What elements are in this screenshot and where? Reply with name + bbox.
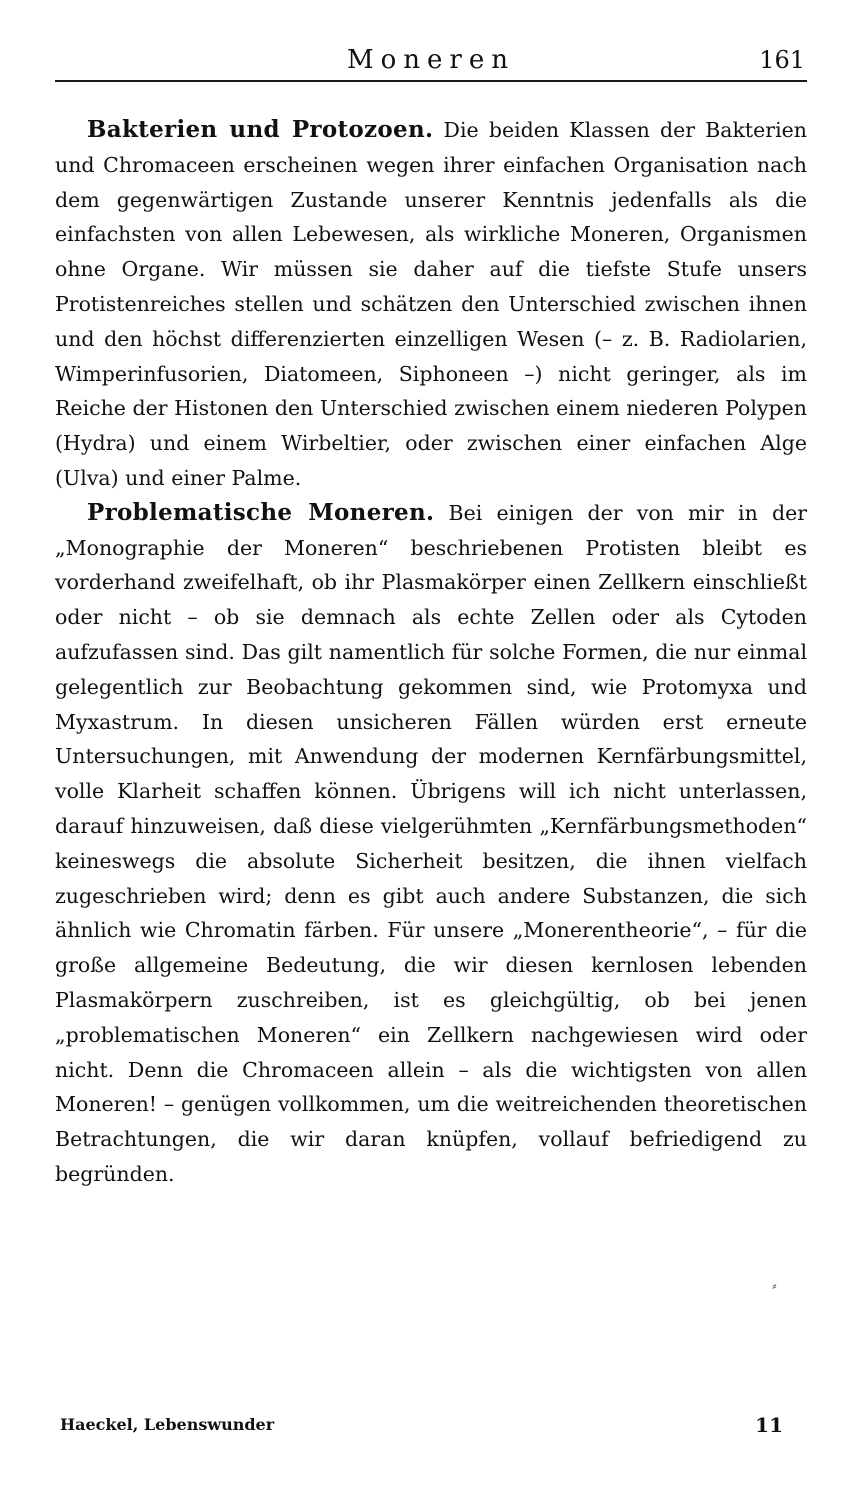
sheet-number: 11 bbox=[755, 1413, 783, 1437]
paragraph-text: Bei einigen der von mir in der „Monographie der Moneren“ beschriebenen Protisten bleibt es vorderhand zweifelhaft, ob ihr Plasmakörper einen Zellkern einschließt oder nicht – ob sie demnach als echte Zellen oder als Cytoden aufzufassen sind. Das gilt namentlich für solche Formen, die nur einmal gelegentlich zur Beobachtung gekommen sind, wie Protomyxa und Myxastrum. In diesen unsicheren Fällen würden erst erneute Untersuchungen, mit Anwendung der modernen Kernfärbungsmittel, volle Klarheit schaffen können. Übrigens will ich nicht unterlassen, darauf hinzuweisen, daß diese vielgerühmten „Kernfärbungsmethoden“ keineswegs die absolute Sicherheit besitzen, die ihnen vielfach zugeschrieben wird; denn es gibt auch andere Substanzen, die sich ähnlich wie Chromatin färben. Für unsere „Monerentheorie“, – für die große allgemeine Bedeutung, die wir diesen kernlosen lebenden Plasmakörpern zuschreiben, ist es gleichgültig, ob bei jenen „problematischen Moneren“ ein Zellkern nachgewiesen wird oder nicht. Denn die Chromaceen allein – als die wichtigsten von allen Moneren! – genügen vollkommen, um die weitreichenden theoretischen Betrachtungen, die wir daran knüpfen, vollauf befriedigend zu begründen. bbox=[55, 500, 807, 1186]
paragraph-text: Die beiden Klassen der Bakterien und Chromaceen erscheinen wegen ihrer einfachen Organisation nach dem gegenwärtigen Zustande unserer Kenntnis jedenfalls als die einfachsten von allen Lebewesen, als wirkliche Moneren, Organismen ohne Organe. Wir müssen sie daher auf die tiefste Stufe unsers Protistenreiches stellen und schätzen den Unterschied zwischen ihnen und den höchst differenzierten einzelligen Wesen (– z. B. Radiolarien, Wimperinfusorien, Diatomeen, Siphoneen –) nicht geringer, als im Reiche der Histonen den Unterschied zwischen einem niederen Polypen (Hydra) und einem Wirbeltier, oder zwischen einer einfachen Alge (Ulva) und einer Palme. bbox=[55, 118, 807, 490]
running-title: Moneren bbox=[347, 45, 515, 75]
paragraph-bakterien bbox=[55, 113, 807, 496]
header-rule bbox=[55, 80, 807, 82]
paragraph-problematische-moneren bbox=[55, 496, 807, 1192]
running-header bbox=[55, 42, 807, 82]
body-text bbox=[55, 113, 807, 1192]
page-number: 161 bbox=[759, 46, 805, 74]
stray-mark: ⸗ bbox=[772, 1278, 777, 1294]
page-footer bbox=[55, 1410, 807, 1442]
paragraph-heading: Bakterien und Protozoen. bbox=[87, 116, 434, 143]
paragraph-heading: Problematische Moneren. bbox=[87, 498, 435, 526]
footer-signature: Haeckel, Lebenswunder bbox=[60, 1415, 275, 1434]
